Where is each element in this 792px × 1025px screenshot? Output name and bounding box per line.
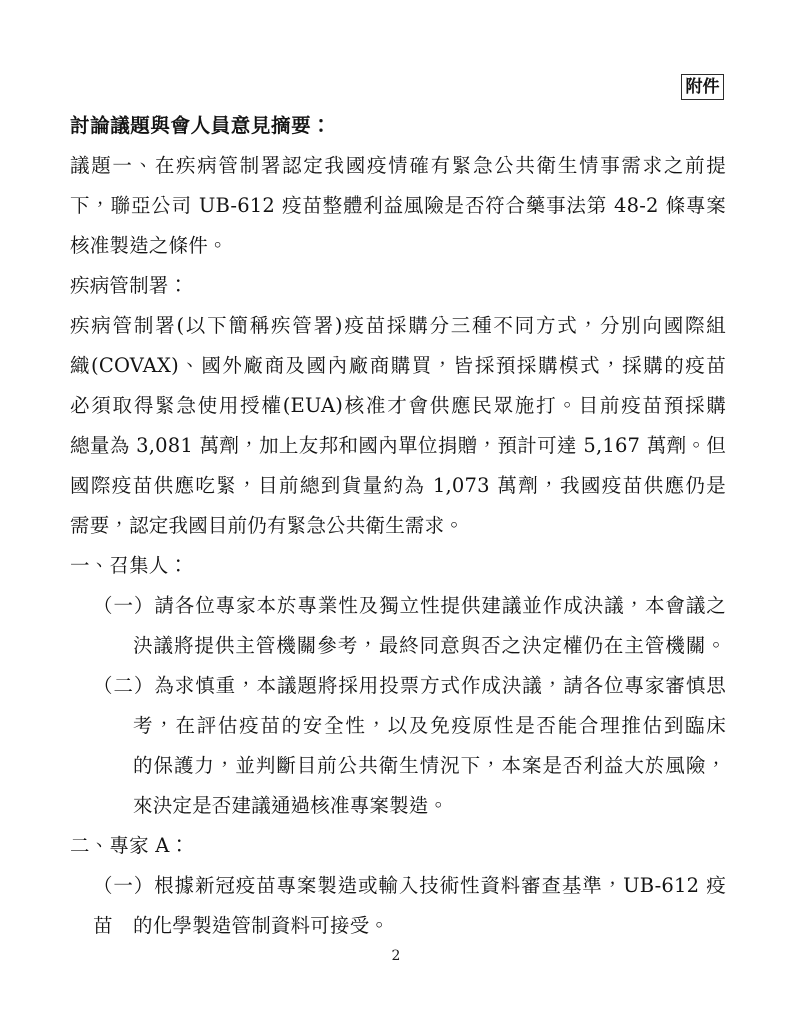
text-line: 的化學製造管制資料可接受。 [133, 914, 390, 937]
text-line: 總量為 3,081 萬劑，加上友邦和國內單位捐贈，預計可達 5,167 萬劑。但 [70, 434, 726, 457]
attachment-stamp-box: 附件 [681, 74, 724, 100]
text-line: （二）為求慎重，本議題將採用投票方式作成決議，請各位專家審慎思 [93, 674, 726, 697]
text-line: 議題一、在疾病管制署認定我國疫情確有緊急公共衛生情事需求之前提 [70, 154, 726, 177]
list-item-convener-sub-1 [70, 586, 726, 666]
text-line: 一、召集人： [70, 554, 189, 577]
list-item-convener-sub-2 [70, 666, 726, 826]
text-line: （一）根據新冠疫苗專案製造或輸入技術性資料審查基準，UB-612 疫苗 [93, 874, 726, 937]
list-item-expert-a [70, 826, 726, 866]
text-line: 決議將提供主管機關參考，最終同意與否之決定權仍在主管機關。 [133, 634, 726, 657]
text-line: 疾病管制署： [70, 274, 189, 297]
text-line: 的保護力，並判斷目前公共衛生情況下，本案是否利益大於風險， [133, 754, 726, 777]
text-line: 疾病管制署(以下簡稱疾管署)疫苗採購分三種不同方式，分別向國際組 [70, 314, 726, 337]
page-title: 討論議題與會人員意見摘要： [70, 114, 332, 137]
text-line: 下，聯亞公司 UB-612 疫苗整體利益風險是否符合藥事法第 48-2 條專案 [70, 194, 726, 217]
document-body [70, 106, 726, 946]
page-number: 2 [391, 948, 401, 964]
paragraph-cdc-statement [70, 306, 726, 546]
text-line: 國際疫苗供應吃緊，目前總到貨量約為 1,073 萬劑，我國疫苗供應仍是 [70, 474, 726, 497]
text-line: 需要，認定我國目前仍有緊急公共衛生需求。 [70, 514, 465, 537]
paragraph-topic-one [70, 146, 726, 266]
text-line: 考，在評估疫苗的安全性，以及免疫原性是否能合理推估到臨床 [133, 714, 726, 737]
text-line: 織(COVAX)、國外廠商及國內廠商購買，皆採預採購模式，採購的疫苗 [70, 354, 726, 377]
list-item-convener [70, 546, 726, 586]
text-line: （一）請各位專家本於專業性及獨立性提供建議並作成決議，本會議之 [93, 594, 726, 617]
text-line: 必須取得緊急使用授權(EUA)核准才會供應民眾施打。目前疫苗預採購 [70, 394, 726, 417]
heading-cdc [70, 266, 726, 306]
text-line: 核准製造之條件。 [70, 234, 228, 257]
list-item-expert-a-sub-1 [70, 866, 726, 946]
text-line: 二、專家 A： [70, 834, 190, 857]
text-line: 來決定是否建議通過核准專案製造。 [133, 794, 449, 817]
